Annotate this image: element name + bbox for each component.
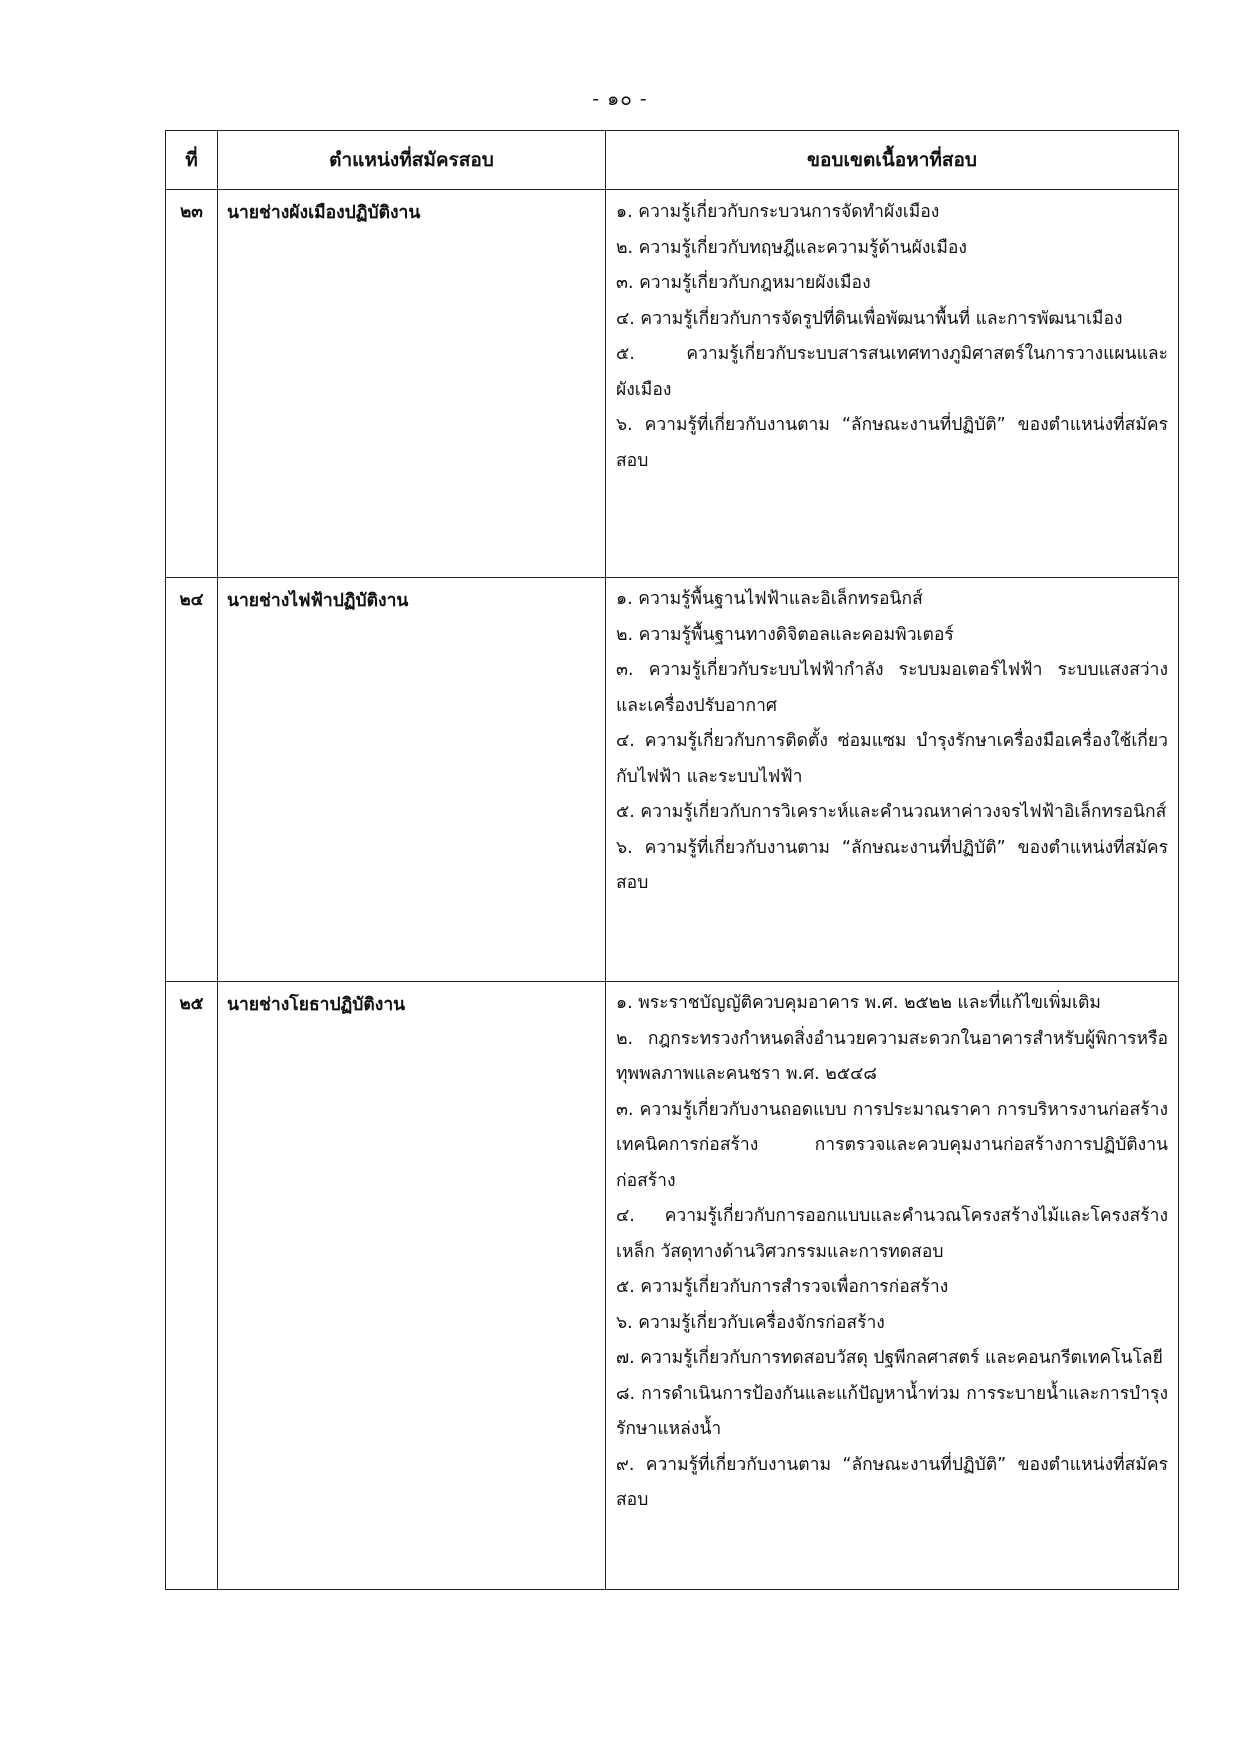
row-number: ๒๔ [166,578,218,982]
topic-item: ๒. ความรู้เกี่ยวกับทฤษฎีและความรู้ด้านผังเมือง [616,237,967,258]
topic-item: ๕. ความรู้เกี่ยวกับการสำรวจเพื่อการก่อสร้าง [616,1277,949,1297]
position-name: นายช่างไฟฟ้าปฏิบัติงาน [218,578,606,982]
header-position: ตำแหน่งที่สมัครสอบ [218,131,606,190]
table-row [166,982,1179,1590]
scope-cell [606,190,1179,578]
header-no: ที่ [166,131,218,190]
topic-item: ๔. ความรู้เกี่ยวกับการออกแบบและคำนวณโครงสร้างไม้และโครงสร้างเหล็ก วัสดุทางด้านวิศวกรรมและการทดสอบ [616,1206,1168,1262]
scope-cell [606,982,1179,1590]
page-number: - ๑๐ - [592,88,648,110]
topic-item: ๓. ความรู้เกี่ยวกับกฎหมายผังเมือง [616,273,871,293]
table-row [166,190,1179,578]
topic-item: ๕. ความรู้เกี่ยวกับระบบสารสนเทศทางภูมิศาสตร์ในการวางแผนและผังเมือง [616,344,1168,400]
topic-item: ๑. ความรู้เกี่ยวกับกระบวนการจัดทำผังเมือง [616,202,940,222]
topic-item: ๒. ความรู้พื้นฐานทางดิจิตอลและคอมพิวเตอร์ [616,624,954,645]
header-scope: ขอบเขตเนื้อหาที่สอบ [606,131,1179,190]
topic-item: ๙. ความรู้ที่เกี่ยวกับงานตาม “ลักษณะงานที่ปฏิบัติ” ของตำแหน่งที่สมัครสอบ [616,1454,1168,1510]
topic-item: ๔. ความรู้เกี่ยวกับการติดตั้ง ซ่อมแซม บำรุงรักษาเครื่องมือเครื่องใช้เกี่ยวกับไฟฟ้า และระบบไฟฟ้า [616,731,1168,787]
scope-cell [606,578,1179,982]
topic-item: ๕. ความรู้เกี่ยวกับการวิเคราะห์และคำนวณหาค่าวงจรไฟฟ้าอิเล็กทรอนิกส์ [616,802,1167,822]
topic-item: ๘. การดำเนินการป้องกันและแก้ปัญหาน้ำท่วม การระบายน้ำและการบำรุงรักษาแหล่งน้ำ [616,1383,1168,1439]
topic-item: ๑. ความรู้พื้นฐานไฟฟ้าและอิเล็กทรอนิกส์ [616,589,923,609]
position-name: นายช่างผังเมืองปฏิบัติงาน [218,190,606,578]
topic-item: ๔. ความรู้เกี่ยวกับการจัดรูปที่ดินเพื่อพัฒนาพื้นที่ และการพัฒนาเมือง [616,308,1123,329]
topic-item: ๓. ความรู้เกี่ยวกับระบบไฟฟ้ากำลัง ระบบมอเตอร์ไฟฟ้า ระบบแสงสว่าง และเครื่องปรับอากาศ [616,660,1168,716]
exam-syllabus-table [165,130,1179,1590]
table-row [166,578,1179,982]
topic-item: ๗. ความรู้เกี่ยวกับการทดสอบวัสดุ ปฐพีกลศาสตร์ และคอนกรีตเทคโนโลยี [616,1348,1163,1368]
position-name: นายช่างโยธาปฏิบัติงาน [218,982,606,1590]
topic-item: ๖. ความรู้ที่เกี่ยวกับงานตาม “ลักษณะงานที่ปฏิบัติ” ของตำแหน่งที่สมัครสอบ [616,837,1168,893]
topic-item: ๖. ความรู้เกี่ยวกับเครื่องจักรก่อสร้าง [616,1312,885,1333]
topic-item: ๖. ความรู้ที่เกี่ยวกับงานตาม “ลักษณะงานที่ปฏิบัติ” ของตำแหน่งที่สมัครสอบ [616,415,1168,471]
topic-item: ๒. กฎกระทรวงกำหนดสิ่งอำนวยความสะดวกในอาคารสำหรับผู้พิการหรือทุพพลภาพและคนชรา พ.ศ. ๒๕๔๘ [616,1028,1168,1084]
topic-item: ๓. ความรู้เกี่ยวกับงานถอดแบบ การประมาณราคา การบริหารงานก่อสร้าง เทคนิคการก่อสร้าง การตรวจและควบคุมงานก่อสร้างการปฏิบัติงานก่อสร้าง [616,1099,1168,1191]
table-header-row [166,131,1179,190]
topic-item: ๑. พระราชบัญญัติควบคุมอาคาร พ.ศ. ๒๕๒๒ และที่แก้ไขเพิ่มเติม [616,993,1101,1013]
row-number: ๒๕ [166,982,218,1590]
row-number: ๒๓ [166,190,218,578]
